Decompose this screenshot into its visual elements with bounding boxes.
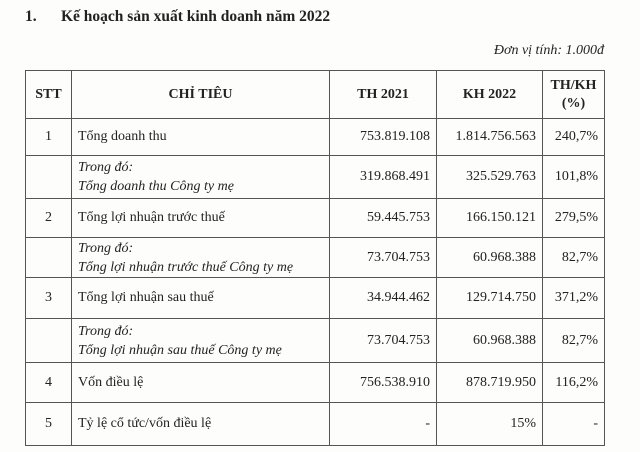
section-number: 1.	[25, 8, 37, 25]
sub-prefix: Trong đó:	[78, 240, 134, 256]
kh2022-cell: 166.150.121	[437, 199, 543, 238]
table-row	[26, 199, 605, 238]
th2021-cell: 319.868.491	[330, 156, 437, 199]
th2021-cell: 73.704.753	[330, 319, 437, 363]
ratio-cell: 279,5%	[543, 199, 605, 238]
indicator-cell: Tỷ lệ cổ tức/vốn điều lệ	[72, 403, 330, 446]
th2021-cell: 59.445.753	[330, 199, 437, 238]
header-th2021: TH 2021	[330, 71, 437, 119]
indicator-label: Tổng lợi nhuận sau thuế Công ty mẹ	[78, 342, 282, 358]
header-kh2022: KH 2022	[437, 71, 543, 119]
header-ratio	[543, 71, 605, 119]
unit-note: Đơn vị tính: 1.000đ	[493, 43, 604, 58]
header-stt: STT	[26, 71, 72, 119]
ratio-cell: 240,7%	[543, 119, 605, 156]
th2021-cell: 753.819.108	[330, 119, 437, 156]
table-row	[26, 238, 605, 278]
header-indicator: CHỈ TIÊU	[72, 71, 330, 119]
sub-prefix: Trong đó:	[78, 160, 134, 175]
indicator-cell	[72, 156, 330, 199]
th2021-cell: -	[330, 403, 437, 446]
kh2022-cell: 60.968.388	[437, 238, 543, 278]
table-row	[26, 363, 605, 403]
indicator-cell	[72, 238, 330, 278]
stt-cell: 3	[26, 278, 72, 319]
ratio-cell: 82,7%	[543, 238, 605, 278]
kh2022-cell: 325.529.763	[437, 156, 543, 199]
section-title: Kế hoạch sản xuất kinh doanh năm 2022	[61, 8, 331, 25]
ratio-cell: 82,7%	[543, 319, 605, 363]
header-ratio-line2: (%)	[561, 95, 586, 111]
th2021-cell: 34.944.462	[330, 278, 437, 319]
header-ratio-line1: TH/KH	[550, 77, 597, 93]
sub-prefix: Trong đó:	[78, 323, 134, 339]
ratio-cell: 101,8%	[543, 156, 605, 199]
section-heading	[25, 8, 330, 26]
indicator-cell	[72, 319, 330, 363]
table-row	[26, 119, 605, 156]
table-row	[26, 156, 605, 199]
kh2022-cell: 1.814.756.563	[437, 119, 543, 156]
stt-cell: 1	[26, 119, 72, 156]
stt-cell: 2	[26, 199, 72, 238]
stt-cell	[26, 156, 72, 199]
business-plan-table	[25, 70, 605, 446]
th2021-cell: 73.704.753	[330, 238, 437, 278]
indicator-label: Tổng lợi nhuận trước thuế Công ty mẹ	[78, 259, 294, 275]
table-row	[26, 403, 605, 446]
stt-cell: 4	[26, 363, 72, 403]
kh2022-cell: 15%	[437, 403, 543, 446]
header-row	[26, 71, 605, 119]
ratio-cell: -	[543, 403, 605, 446]
table-row	[26, 278, 605, 319]
stt-cell	[26, 238, 72, 278]
stt-cell: 5	[26, 403, 72, 446]
kh2022-cell: 129.714.750	[437, 278, 543, 319]
kh2022-cell: 878.719.950	[437, 363, 543, 403]
kh2022-cell: 60.968.388	[437, 319, 543, 363]
table-row	[26, 319, 605, 363]
ratio-cell: 371,2%	[543, 278, 605, 319]
indicator-cell: Tổng lợi nhuận sau thuế	[72, 278, 330, 319]
stt-cell	[26, 319, 72, 363]
indicator-cell: Tổng lợi nhuận trước thuế	[72, 199, 330, 238]
indicator-cell: Vốn điều lệ	[72, 363, 330, 403]
indicator-cell: Tổng doanh thu	[72, 119, 330, 156]
ratio-cell: 116,2%	[543, 363, 605, 403]
indicator-label: Tổng doanh thu Công ty mẹ	[78, 179, 234, 194]
th2021-cell: 756.538.910	[330, 363, 437, 403]
